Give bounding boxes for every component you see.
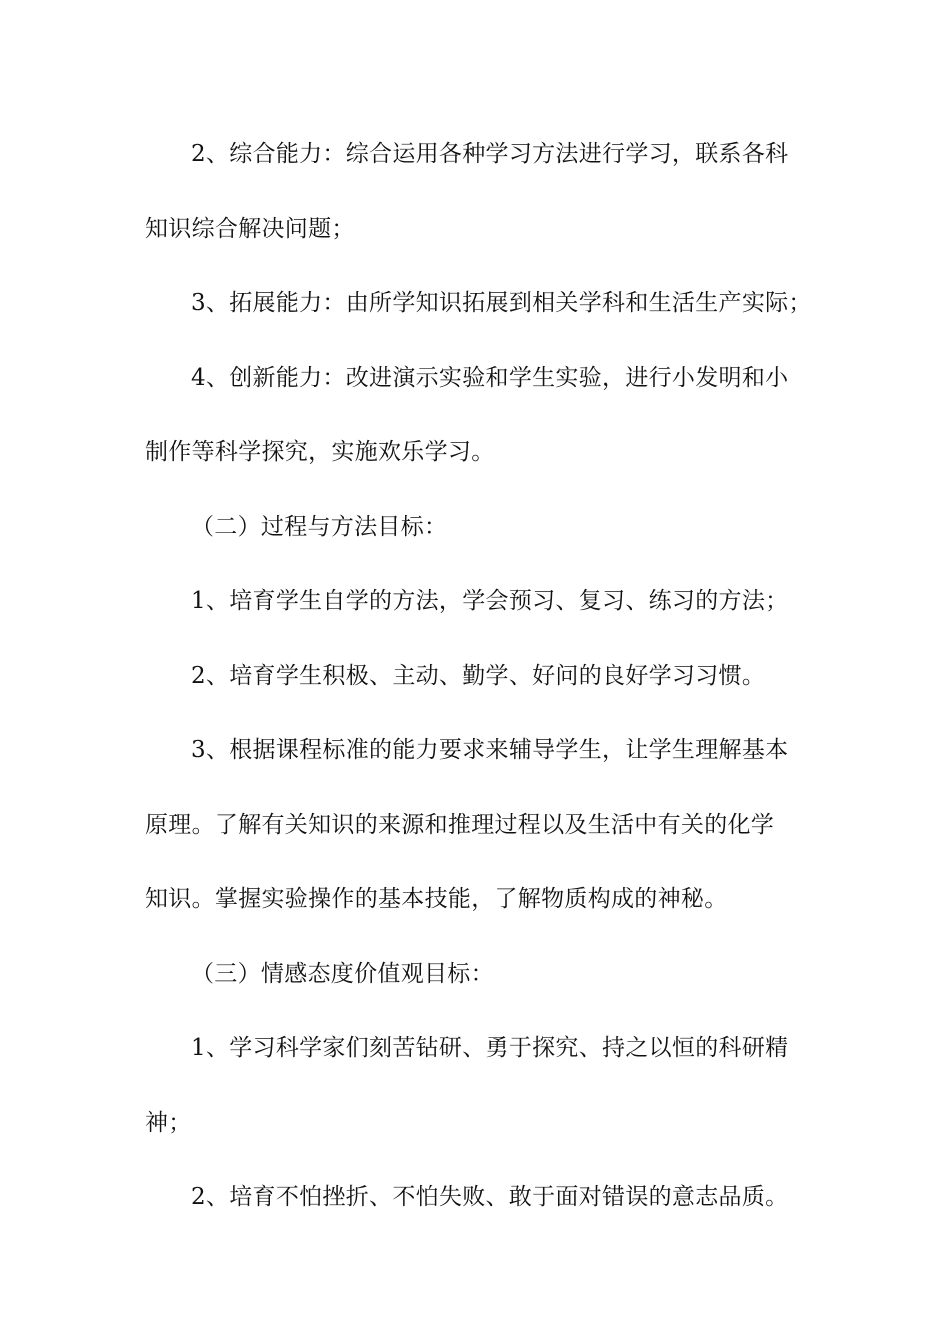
- paragraph-line: 3、根据课程标准的能力要求来辅导学生，让学生理解基本: [191, 737, 789, 763]
- paragraph-line: 制作等科学探究，实施欢乐学习。: [145, 439, 495, 465]
- paragraph-line: 1、学习科学家们刻苦钻研、勇于探究、持之以恒的科研精: [191, 1035, 789, 1061]
- paragraph-line: 3、拓展能力：由所学知识拓展到相关学科和生活生产实际；: [191, 290, 812, 316]
- section-heading: （二）过程与方法目标：: [191, 513, 448, 540]
- paragraph-line: 原理。了解有关知识的来源和推理过程以及生活中有关的化学: [145, 811, 775, 838]
- paragraph-line: 2、培育学生积极、主动、勤学、好问的良好学习习惯。: [191, 662, 766, 689]
- paragraph-line: 神；: [145, 1109, 192, 1136]
- paragraph-line: 2、综合能力：综合运用各种学习方法进行学习，联系各科: [191, 141, 789, 167]
- paragraph-line: 1、培育学生自学的方法，学会预习、复习、练习的方法；: [191, 588, 789, 614]
- paragraph-line: 4、创新能力：改进演示实验和学生实验，进行小发明和小: [191, 364, 789, 391]
- document-body: [145, 124, 817, 1242]
- paragraph-line: 知识综合解决问题；: [145, 215, 355, 242]
- paragraph-line: 2、培育不怕挫折、不怕失败、敢于面对错误的意志品质。: [191, 1184, 789, 1210]
- paragraph-line: 知识。掌握实验操作的基本技能，了解物质构成的神秘。: [145, 886, 728, 912]
- section-heading: （三）情感态度价值观目标：: [191, 960, 494, 987]
